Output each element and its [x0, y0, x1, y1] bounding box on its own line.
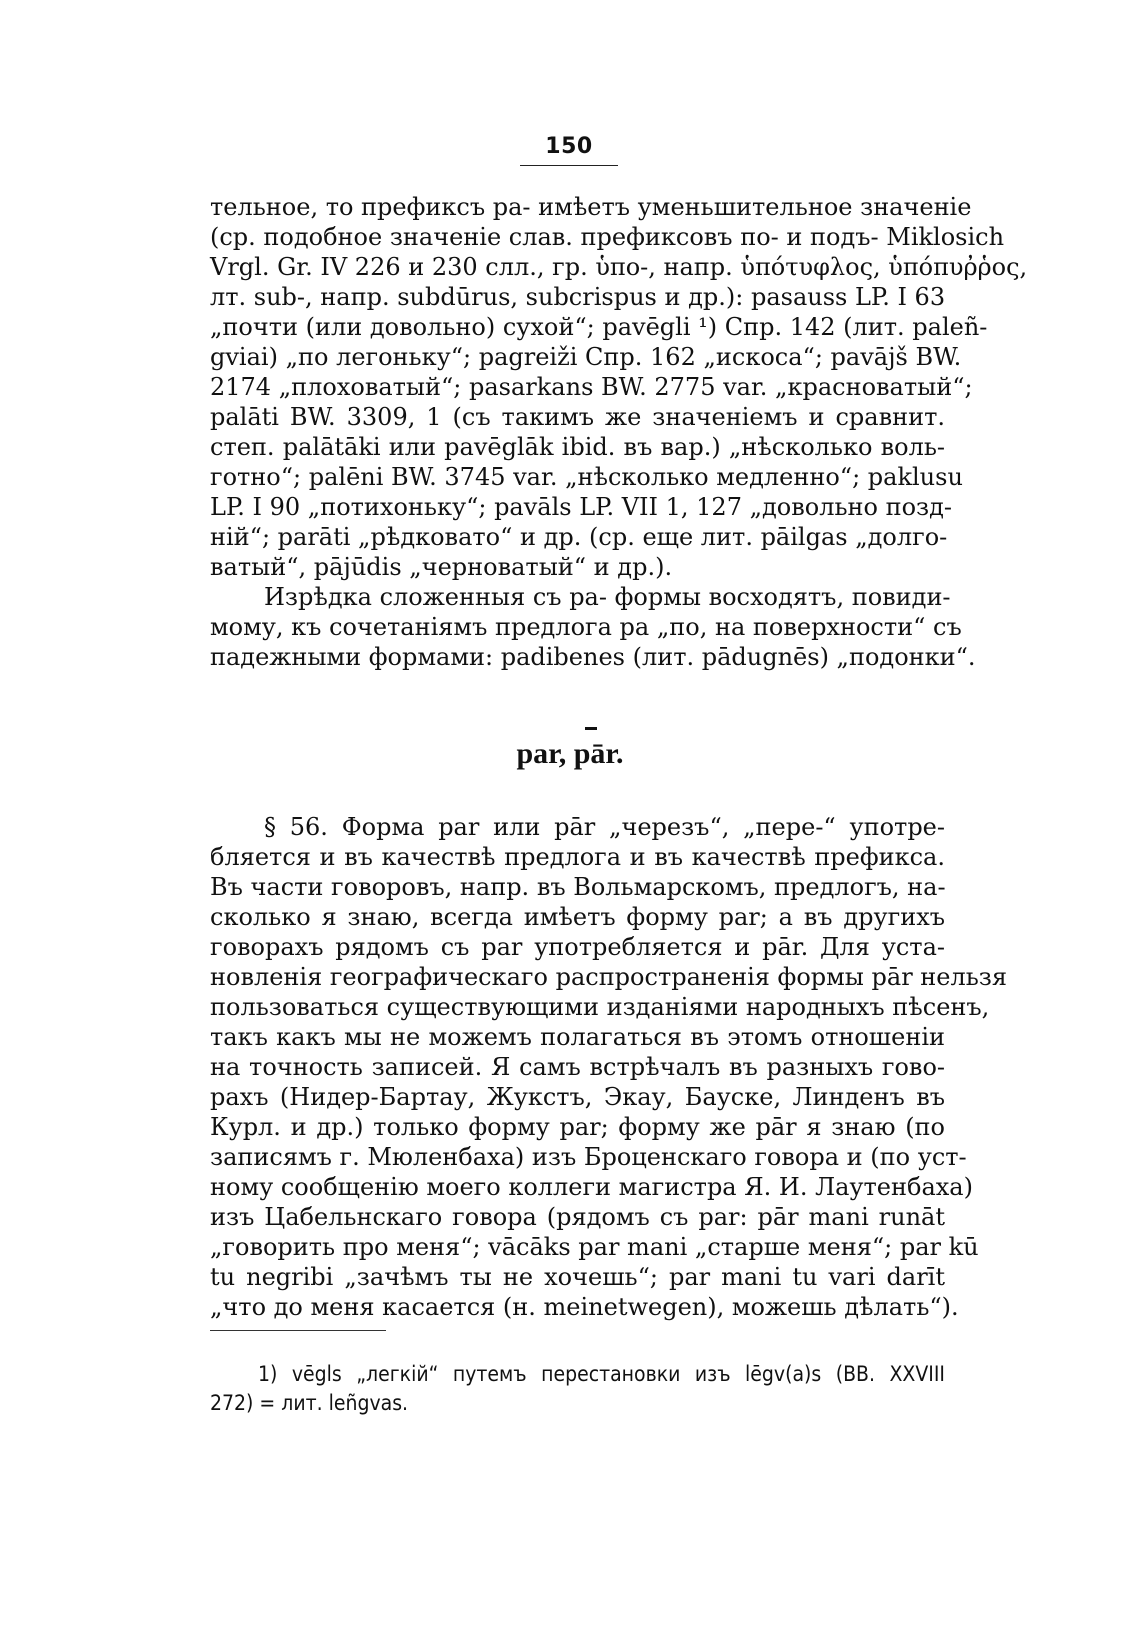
- text-line: говорахъ рядомъ съ par употребляется и pār. Для уста-: [210, 933, 945, 961]
- text-line: „говорить про меня“; vācāks par mani „старше меня“; par kū: [210, 1233, 979, 1261]
- text-line: ватый“, pājūdis „черноватый“ и др.).: [210, 553, 673, 581]
- text-line: записямъ г. Мюленбаха) изъ Броценскаго говора и (по уст-: [210, 1143, 967, 1171]
- text-line: LP. I 90 „потихоньку“; pavāls LP. VII 1, 127 „довольно позд-: [210, 493, 953, 521]
- text-line: palāti BW. 3309, 1 (съ такимъ же значеніемъ и сравнит.: [210, 403, 945, 431]
- text-line: ному сообщенію моего коллеги магистра Я. И. Лаутенбаха): [210, 1173, 973, 1201]
- text-line: рахъ (Нидер-Бартау, Жукстъ, Экау, Бауске, Линденъ въ: [210, 1083, 945, 1111]
- page-number: 150: [545, 134, 593, 159]
- text-line: лт. sub-, напр. subdūrus, subcrispus и др.): pasauss LP. I 63: [210, 283, 946, 311]
- footnote-line: 272) = лит. leñgvas.: [210, 1391, 409, 1415]
- text-line: „почти (или довольно) сухой“; pavēgli ¹) Спр. 142 (лит. paleñ-: [210, 313, 988, 341]
- text-line: мому, къ сочетаніямъ предлога pa „по, на поверхности“ съ: [210, 613, 962, 641]
- text-line: 2174 „плоховатый“; pasarkans BW. 2775 var. „красноватый“;: [210, 373, 973, 401]
- text-line: gviai) „по легоньку“; pagreiži Спр. 162 „искоса“; pavājš BW.: [210, 343, 962, 371]
- text-line: бляется и въ качествѣ предлога и въ качествѣ префикса.: [210, 843, 945, 871]
- text-line: тельное, то префиксъ pa- имѣетъ уменьшительное значеніе: [210, 193, 972, 221]
- text-line: сколько я знаю, всегда имѣетъ форму par; а въ другихъ: [210, 903, 945, 931]
- text-line: Курл. и др.) только форму par; форму же pār я знаю (по: [210, 1113, 945, 1141]
- footnote-rule: [210, 1330, 386, 1331]
- text-line: на точность записей. Я самъ встрѣчалъ въ разныхъ гово-: [210, 1053, 945, 1081]
- text-line: tu negribi „зачѣмъ ты не хочешь“; par mani tu vari darīt: [210, 1263, 945, 1291]
- text-line: падежными формами: padibenes (лит. pādugnēs) „подонки“.: [210, 643, 976, 671]
- text-line: новленія географическаго распространенія формы pār нельзя: [210, 963, 1008, 991]
- section-heading: par, pār.: [516, 737, 624, 770]
- text-line: готно“; palēni BW. 3745 var. „нѣсколько медленно“; paklusu: [210, 463, 963, 491]
- heading-macron: [585, 727, 597, 730]
- text-line: „что до меня касается (н. meinetwegen), можешь дѣлать“).: [210, 1293, 959, 1321]
- text-line: § 56. Форма par или pār „черезъ“, „пере-“ употре-: [264, 813, 945, 841]
- text-line: изъ Цабельнскаго говора (рядомъ съ par: pār mani runāt: [210, 1203, 945, 1231]
- text-line: степ. palātāki или pavēglāk ibid. въ вар.) „нѣсколько воль-: [210, 433, 945, 461]
- text-line: пользоваться существующими изданіями народныхъ пѣсенъ,: [210, 993, 990, 1021]
- text-line: Изрѣдка сложенныя съ pa- формы восходятъ, повиди-: [264, 583, 951, 611]
- text-line: Vrgl. Gr. IV 226 и 230 слл., гр. ὑπο-, напр. ὑπότυφλος, ὑπόπυῤῥος,: [210, 253, 1028, 281]
- page-number-rule: [520, 165, 618, 166]
- text-line: Въ части говоровъ, напр. въ Вольмарскомъ, предлогъ, на-: [210, 873, 946, 901]
- footnote-line: 1) vēgls „легкій“ путемъ перестановки изъ lēgv(a)s (BB. XXVIII: [258, 1362, 945, 1386]
- text-line: ній“; parāti „рѣдковато“ и др. (ср. еще лит. pāilgas „долго-: [210, 523, 948, 551]
- text-line: (ср. подобное значеніе слав. префиксовъ по- и подъ- Miklosich: [210, 223, 1005, 251]
- text-line: такъ какъ мы не можемъ полагаться въ этомъ отношеніи: [210, 1023, 945, 1051]
